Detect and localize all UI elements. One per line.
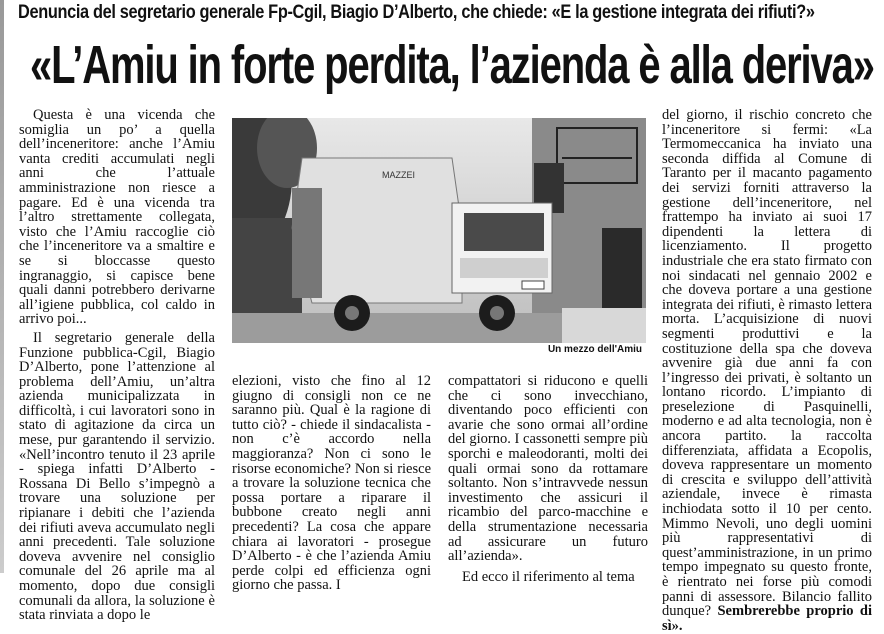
garbage-truck-photo [232, 118, 646, 343]
article-column-1 [19, 108, 215, 623]
article-headline: «L’Amiu in forte perdita, l’azienda è alla deriva» [30, 35, 874, 95]
truck-lettering: MAZZEI [382, 170, 415, 180]
paragraph: Questa è una vicenda che somiglia un po’ a quella dell’inceneritore: anche l’Amiu vanta crediti accumulati negli anni che l’attuale amministrazione non riesce a pagare. Ed è una vicenda tra l’altro strettamente collegata, visto che l’Amiu raccoglie ciò che l’inceneritore va a smaltire e se si bloccasse questo ingranaggio, si capisce bene quali danni potrebbero derivarne all’igiene pubblica, col caldo in arrivo poi... [19, 107, 215, 328]
article-kicker: Denuncia del segretario generale Fp-Cgil, Biagio D’Alberto, che chiede: «E la gestione integrata dei rifiuti?» [18, 2, 815, 23]
paragraph-text: del giorno, il rischio concreto che l’inceneritore si fermi: «La Termomeccanica ha inviato una seconda diffida al Comune di Taranto per il macanto pagamento dei servizi forniti attraverso la gestione dell’inceneritore, nel frattempo ha inviato ai suoi 17 dipendenti la lettera di licenziamento. Il progetto industriale che era stato firmato con noi sindacati nel gennaio 2002 e che doveva portare a una gestione integrata dei rifiuti, è rimasto lettera morta. L’acquisizione di nuovi segmenti produttivi e la costituzione della spa che doveva avvenire già due anni fa con l’ingresso dei privati, è soltanto un lontano ricordo. L’impianto di preselezione di Pasquinelli, moderno e ad alta tecnologia, non è ancora partito. la raccolta differenziata, affidata a Ecopolis, doveva rappresentare un momento di crescita e sviluppo dell’attività aziendale, invece è rimasta inchiodata sotto il 10 per cento. Mimmo Nevoli, uno degli uomini più rappresentativi di quest’amministrazione, in un primo tempo impegnato su questo fronte, è rientrato nei forse più comodi panni di assessore. Bilancio fallito dunque? [662, 107, 872, 620]
photo-caption: Un mezzo dell'Amiu [547, 344, 642, 355]
article-column-4 [662, 108, 872, 633]
paragraph: elezioni, visto che fino al 12 giugno di consigli non ce ne saranno più. Qual è la ragione di tutto ciò? - chiede il sindacalista - non c’è accordo nella maggioranza? Non ci sono le risorse economiche? Non si riesce a trovare la soluzione tecnica che possa portare a riparare il bubbone creato negli anni precedenti? La cosa che appare chiara ai lavoratori - prosegue D’Alberto - è che l’azienda Amiu perde colpi ed efficienza ogni giorno che passa. I [232, 373, 431, 594]
paragraph [662, 108, 872, 633]
page-scan-edge [0, 0, 4, 573]
closing-sentence: Sembrerebbe proprio di sì». [662, 603, 872, 634]
paragraph: compattatori si riducono e quelli che ci sono invecchiano, diventando poco efficienti con avarie che sono ormai all’ordine del giorno. I cassonetti sempre più sporchi e maleodoranti, molti dei quali ormai sono da rottamare soltanto. Non s’intravvede nessun investimento che assicuri il ricambio del parco-macchine e della strumentazione necessaria ad assicurare un futuro all’azienda». [448, 373, 648, 565]
paragraph: Ed ecco il riferimento al tema [462, 568, 635, 585]
article-photo [232, 118, 646, 343]
article-column-2 [232, 374, 431, 593]
paragraph: Il segretario generale della Funzione pubblica-Cgil, Biagio D’Alberto, pone l’attenzione al problema dell’Amiu, un’altra azienda municipalizzata in difficoltà, i cui lavoratori sono in stato di agitazione da circa un mese, pur garantendo il servizio. «Nell’incontro tenuto il 23 aprile - spiega infatti D’Alberto - Rossana Di Bello s’impegnò a trovare una soluzione per ripianare i debiti che l’azienda dei rifiuti aveva accumulato negli anni precedenti. Tale soluzione doveva avvenire nel consiglio comunale del 26 aprile ma al momento, dopo due consigli comunali da allora, la soluzione è stata rinviata a dopo le [19, 329, 215, 624]
article-column-3 [448, 374, 648, 584]
